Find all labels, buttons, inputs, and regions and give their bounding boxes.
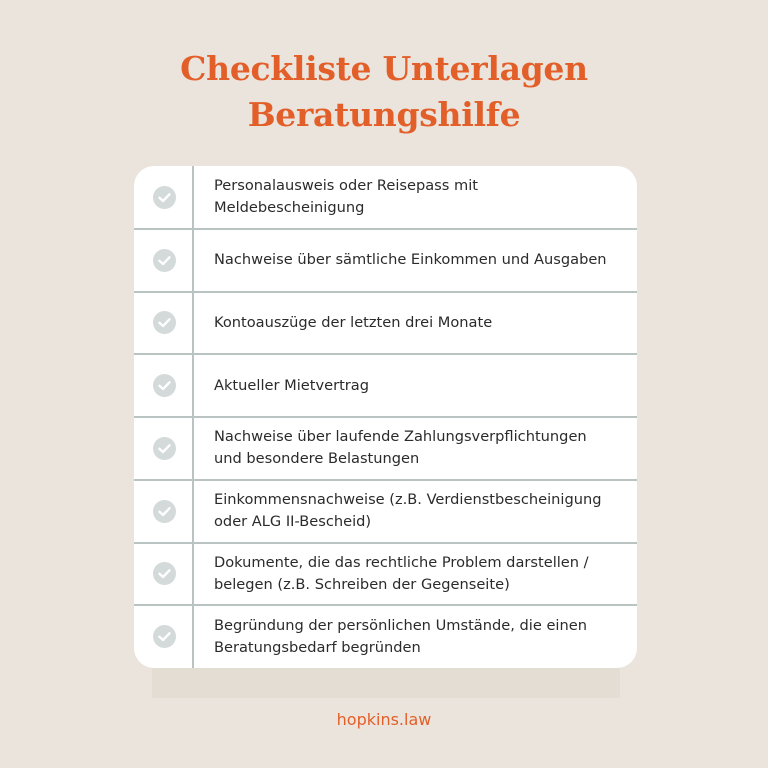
checklist-item (134, 417, 637, 480)
checklist-item (134, 354, 637, 417)
checklist-card (134, 166, 637, 668)
check-circle-icon (153, 311, 176, 334)
checklist-item-label: Personalausweis oder Reisepass mit Meldebescheinigung (214, 177, 478, 217)
check-circle-icon (153, 186, 176, 209)
checklist-item (134, 543, 637, 606)
page-title (0, 46, 768, 138)
checklist-item-label: Nachweise über sämtliche Einkommen und Ausgaben (214, 251, 607, 269)
title-line-2: Beratungshilfe (247, 95, 521, 134)
check-circle-icon (153, 562, 176, 585)
checklist-item (134, 605, 637, 668)
checklist-item-label: Aktueller Mietvertrag (214, 376, 370, 394)
checklist-item-label: Nachweise über laufende Zahlungsverpflichtungen und besondere Belastungen (214, 428, 587, 468)
checklist-item-label: Einkommensnachweise (z.B. Verdienstbescheinigung oder ALG II-Bescheid) (214, 491, 602, 531)
footer-brand: hopkins.law (336, 710, 432, 729)
card-shadow (152, 668, 620, 698)
check-circle-icon (153, 625, 176, 648)
title-line-1: Checkliste Unterlagen (180, 49, 588, 88)
checklist-item (134, 166, 637, 229)
checklist-item (134, 480, 637, 543)
check-circle-icon (153, 249, 176, 272)
check-circle-icon (153, 374, 176, 397)
checklist-item (134, 229, 637, 292)
checklist-item-label: Begründung der persönlichen Umstände, die einen Beratungsbedarf begründen (214, 616, 587, 656)
check-circle-icon (153, 500, 176, 523)
checklist-item (134, 292, 637, 355)
checklist-item-label: Dokumente, die das rechtliche Problem darstellen / belegen (z.B. Schreiben der Gegenseite) (214, 553, 589, 593)
checklist-item-label: Kontoauszüge der letzten drei Monate (214, 313, 493, 331)
check-circle-icon (153, 437, 176, 460)
